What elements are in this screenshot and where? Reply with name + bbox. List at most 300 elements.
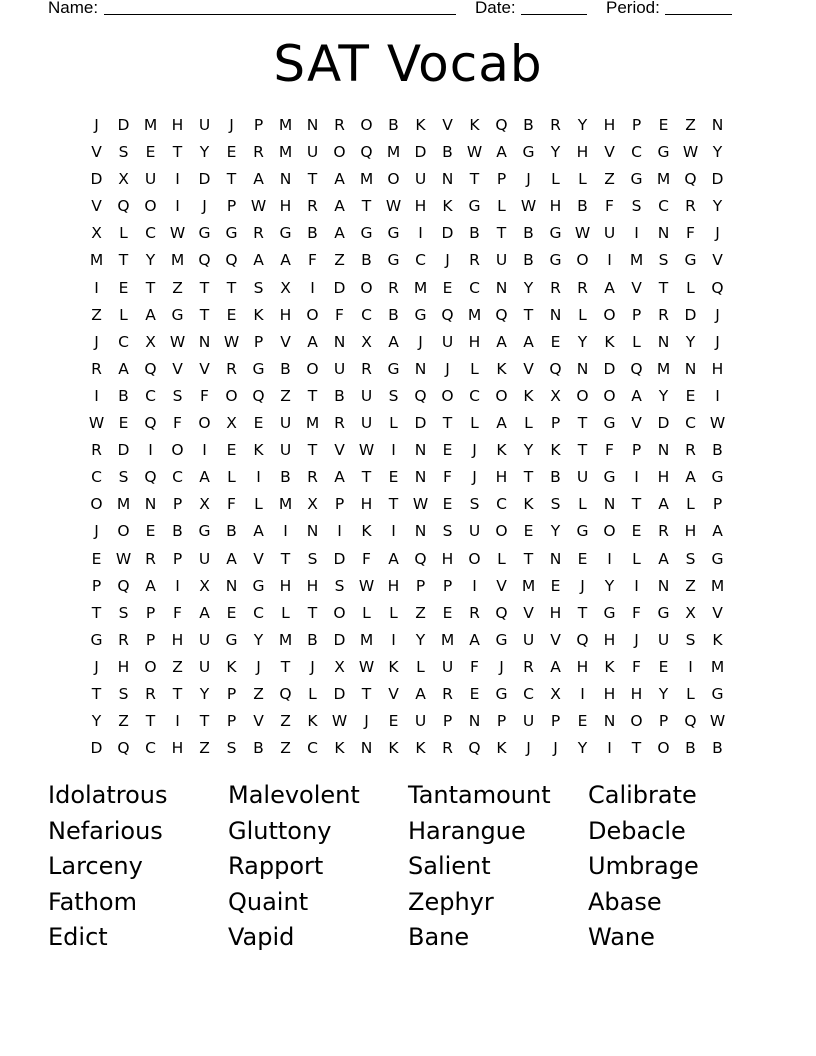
grid-letter[interactable]: J [715,332,720,351]
grid-letter[interactable]: J [364,712,369,731]
grid-letter[interactable]: G [279,224,292,243]
grid-letter[interactable]: Y [91,712,102,731]
grid-letter[interactable]: X [226,414,237,433]
grid-letter[interactable]: M [710,576,725,595]
grid-letter[interactable]: C [145,386,156,405]
grid-letter[interactable]: J [94,657,99,676]
grid-letter[interactable]: E [550,576,561,595]
grid-letter[interactable]: G [225,224,238,243]
grid-letter[interactable]: N [198,332,211,351]
grid-letter[interactable]: V [280,332,291,351]
grid-letter[interactable]: X [280,278,291,297]
grid-letter[interactable]: T [361,468,372,487]
grid-letter[interactable]: T [577,414,588,433]
grid-letter[interactable]: H [711,359,724,378]
grid-letter[interactable]: J [553,739,558,758]
grid-letter[interactable]: L [551,170,560,189]
grid-letter[interactable]: W [574,224,591,243]
grid-letter[interactable]: P [226,684,237,703]
grid-letter[interactable]: F [632,657,641,676]
grid-letter[interactable]: K [253,441,264,460]
grid-letter[interactable]: O [603,522,616,541]
grid-letter[interactable]: G [657,603,670,622]
grid-letter[interactable]: I [607,549,612,568]
grid-letter[interactable]: A [388,332,399,351]
grid-letter[interactable]: K [496,359,507,378]
grid-letter[interactable]: R [658,305,669,324]
grid-letter[interactable]: A [469,630,480,649]
grid-letter[interactable]: K [442,197,453,216]
grid-letter[interactable]: W [115,549,132,568]
grid-letter[interactable]: P [442,576,453,595]
grid-letter[interactable]: B [172,522,183,541]
grid-letter[interactable]: L [281,603,290,622]
grid-letter[interactable]: Z [415,603,426,622]
grid-letter[interactable]: A [199,603,210,622]
grid-letter[interactable]: Q [414,386,427,405]
grid-letter[interactable]: Q [144,414,157,433]
grid-letter[interactable]: Q [468,739,481,758]
grid-letter[interactable]: B [226,522,237,541]
grid-letter[interactable]: B [523,224,534,243]
grid-letter[interactable]: O [603,386,616,405]
grid-letter[interactable]: E [145,143,156,162]
grid-letter[interactable]: M [656,359,671,378]
grid-letter[interactable]: G [549,224,562,243]
grid-letter[interactable]: O [576,386,589,405]
grid-letter[interactable]: A [631,386,642,405]
grid-letter[interactable]: F [173,414,182,433]
grid-letter[interactable]: L [632,549,641,568]
grid-letter[interactable]: G [387,359,400,378]
grid-letter[interactable]: E [226,603,237,622]
grid-letter[interactable]: H [306,576,319,595]
grid-letter[interactable]: I [391,441,396,460]
grid-letter[interactable]: P [442,712,453,731]
grid-letter[interactable]: Y [685,332,696,351]
grid-letter[interactable]: D [414,143,427,162]
grid-letter[interactable]: R [226,359,237,378]
grid-letter[interactable]: X [550,684,561,703]
grid-letter[interactable]: G [711,468,724,487]
grid-letter[interactable]: L [416,657,425,676]
grid-letter[interactable]: Y [658,386,669,405]
grid-letter[interactable]: W [169,332,186,351]
grid-letter[interactable]: E [523,522,534,541]
grid-letter[interactable]: R [469,603,480,622]
grid-letter[interactable]: T [523,549,534,568]
grid-letter[interactable]: R [91,441,102,460]
grid-letter[interactable]: P [631,305,642,324]
grid-letter[interactable]: Y [199,684,210,703]
grid-letter[interactable]: C [118,332,129,351]
grid-letter[interactable]: Q [117,197,130,216]
grid-letter[interactable]: F [632,603,641,622]
grid-letter[interactable]: I [94,386,99,405]
grid-letter[interactable]: G [360,224,373,243]
grid-letter[interactable]: T [226,278,237,297]
grid-letter[interactable]: B [577,197,588,216]
grid-letter[interactable]: G [495,684,508,703]
grid-letter[interactable]: B [388,305,399,324]
grid-letter[interactable]: P [415,576,426,595]
grid-letter[interactable]: P [631,116,642,134]
grid-letter[interactable]: V [550,630,561,649]
grid-letter[interactable]: E [442,603,453,622]
grid-letter[interactable]: T [496,224,507,243]
grid-letter[interactable]: H [387,576,400,595]
grid-letter[interactable]: O [657,739,670,758]
grid-letter[interactable]: Z [280,386,291,405]
grid-letter[interactable]: A [658,495,669,514]
grid-letter[interactable]: A [145,305,156,324]
grid-letter[interactable]: E [685,386,696,405]
grid-letter[interactable]: N [414,359,427,378]
grid-letter[interactable]: T [307,441,318,460]
grid-letter[interactable]: B [280,359,291,378]
grid-letter[interactable]: M [143,116,158,134]
grid-letter[interactable]: S [631,197,642,216]
grid-letter[interactable]: W [682,143,699,162]
grid-letter[interactable]: E [388,468,399,487]
grid-letter[interactable]: K [253,305,264,324]
grid-letter[interactable]: S [118,143,129,162]
grid-letter[interactable]: T [307,603,318,622]
grid-letter[interactable]: Q [441,305,454,324]
grid-letter[interactable]: N [333,332,346,351]
grid-letter[interactable]: J [472,441,477,460]
grid-letter[interactable]: D [90,170,103,189]
grid-letter[interactable]: A [253,251,264,270]
grid-letter[interactable]: T [145,278,156,297]
grid-letter[interactable]: A [334,224,345,243]
grid-letter[interactable]: X [91,224,102,243]
grid-letter[interactable]: K [226,657,237,676]
grid-letter[interactable]: H [657,468,670,487]
grid-letter[interactable]: K [550,441,561,460]
grid-letter[interactable]: F [200,386,209,405]
grid-letter[interactable]: N [603,712,616,731]
grid-letter[interactable]: U [495,251,508,270]
grid-letter[interactable]: D [117,441,130,460]
grid-letter[interactable]: Q [711,278,724,297]
grid-letter[interactable]: B [253,739,264,758]
grid-letter[interactable]: B [523,116,534,134]
grid-letter[interactable]: O [441,386,454,405]
grid-letter[interactable]: N [144,495,157,514]
grid-letter[interactable]: M [359,630,374,649]
grid-letter[interactable]: I [94,278,99,297]
grid-letter[interactable]: H [630,684,643,703]
grid-letter[interactable]: H [549,603,562,622]
name-field-line[interactable] [104,14,456,15]
grid-letter[interactable]: I [175,712,180,731]
grid-letter[interactable]: L [578,170,587,189]
grid-letter[interactable]: M [413,278,428,297]
grid-letter[interactable]: E [226,305,237,324]
grid-letter[interactable]: P [253,332,264,351]
grid-letter[interactable]: M [278,495,293,514]
grid-letter[interactable]: T [145,712,156,731]
grid-letter[interactable]: T [631,495,642,514]
grid-letter[interactable]: Y [550,143,561,162]
grid-letter[interactable]: M [440,630,455,649]
grid-letter[interactable]: W [520,197,537,216]
grid-letter[interactable]: V [523,359,534,378]
grid-letter[interactable]: E [226,143,237,162]
grid-letter[interactable]: U [576,468,589,487]
grid-letter[interactable]: G [387,224,400,243]
grid-letter[interactable]: Z [118,712,129,731]
grid-letter[interactable]: W [250,197,267,216]
grid-letter[interactable]: H [279,197,292,216]
grid-letter[interactable]: S [307,549,318,568]
grid-letter[interactable]: Q [360,143,373,162]
grid-letter[interactable]: O [360,116,373,134]
grid-letter[interactable]: T [91,684,102,703]
grid-letter[interactable]: A [280,251,291,270]
grid-letter[interactable]: S [226,739,237,758]
grid-letter[interactable]: O [333,603,346,622]
grid-letter[interactable]: E [145,522,156,541]
grid-letter[interactable]: S [172,386,183,405]
grid-letter[interactable]: K [415,116,426,134]
grid-letter[interactable]: Z [685,576,696,595]
grid-letter[interactable]: H [279,305,292,324]
grid-letter[interactable]: W [412,495,429,514]
grid-letter[interactable]: J [229,116,234,134]
grid-letter[interactable]: K [415,739,426,758]
grid-letter[interactable]: V [253,712,264,731]
grid-letter[interactable]: X [199,576,210,595]
date-field-line[interactable] [521,14,587,15]
grid-letter[interactable]: I [418,224,423,243]
grid-letter[interactable]: T [280,657,291,676]
grid-letter[interactable]: M [467,305,482,324]
grid-letter[interactable]: W [709,414,726,433]
grid-letter[interactable]: I [634,468,639,487]
grid-letter[interactable]: M [386,143,401,162]
grid-letter[interactable]: L [389,603,398,622]
grid-letter[interactable]: X [307,495,318,514]
grid-letter[interactable]: K [469,116,480,134]
grid-letter[interactable]: R [307,197,318,216]
grid-letter[interactable]: S [118,468,129,487]
grid-letter[interactable]: Q [684,712,697,731]
grid-letter[interactable]: D [333,630,346,649]
grid-letter[interactable]: M [170,251,185,270]
grid-letter[interactable]: C [469,278,480,297]
grid-letter[interactable]: P [226,712,237,731]
grid-letter[interactable]: I [634,576,639,595]
grid-letter[interactable]: F [605,441,614,460]
grid-letter[interactable]: V [712,251,723,270]
grid-letter[interactable]: S [469,495,480,514]
grid-letter[interactable]: D [711,170,724,189]
grid-letter[interactable]: W [169,224,186,243]
grid-letter[interactable]: R [253,224,264,243]
grid-letter[interactable]: R [550,278,561,297]
grid-letter[interactable]: Y [577,332,588,351]
grid-letter[interactable]: H [171,630,184,649]
grid-letter[interactable]: G [225,630,238,649]
grid-letter[interactable]: A [253,522,264,541]
grid-letter[interactable]: M [305,414,320,433]
grid-letter[interactable]: D [333,549,346,568]
grid-letter[interactable]: N [576,359,589,378]
grid-letter[interactable]: J [499,657,504,676]
grid-letter[interactable]: B [307,224,318,243]
grid-letter[interactable]: G [603,468,616,487]
grid-letter[interactable]: A [334,468,345,487]
grid-letter[interactable]: U [198,630,211,649]
grid-letter[interactable]: Z [280,712,291,731]
grid-letter[interactable]: L [497,197,506,216]
grid-letter[interactable]: A [658,549,669,568]
grid-letter[interactable]: R [145,549,156,568]
grid-letter[interactable]: K [496,441,507,460]
grid-letter[interactable]: H [603,684,616,703]
grid-letter[interactable]: J [472,468,477,487]
grid-letter[interactable]: B [442,143,453,162]
grid-letter[interactable]: V [442,116,453,134]
grid-letter[interactable]: J [310,657,315,676]
grid-letter[interactable]: I [310,278,315,297]
grid-letter[interactable]: K [604,657,615,676]
grid-letter[interactable]: E [577,712,588,731]
grid-letter[interactable]: G [603,414,616,433]
grid-letter[interactable]: S [253,278,264,297]
grid-letter[interactable]: Y [658,684,669,703]
grid-letter[interactable]: C [631,143,642,162]
grid-letter[interactable]: T [199,305,210,324]
grid-letter[interactable]: Y [550,522,561,541]
grid-letter[interactable]: Z [91,305,102,324]
grid-letter[interactable]: F [308,251,317,270]
grid-letter[interactable]: I [607,251,612,270]
grid-letter[interactable]: G [630,170,643,189]
grid-letter[interactable]: F [470,657,479,676]
grid-letter[interactable]: B [118,386,129,405]
grid-letter[interactable]: L [119,305,128,324]
grid-letter[interactable]: I [148,441,153,460]
grid-letter[interactable]: I [391,522,396,541]
grid-letter[interactable]: U [522,712,535,731]
grid-letter[interactable]: O [603,305,616,324]
grid-letter[interactable]: A [334,197,345,216]
grid-letter[interactable]: V [631,278,642,297]
grid-letter[interactable]: R [685,197,696,216]
grid-letter[interactable]: A [145,576,156,595]
grid-letter[interactable]: J [94,522,99,541]
grid-letter[interactable]: L [524,414,533,433]
grid-letter[interactable]: N [657,576,670,595]
grid-letter[interactable]: L [119,224,128,243]
grid-letter[interactable]: E [226,441,237,460]
grid-letter[interactable]: J [445,251,450,270]
grid-letter[interactable]: X [145,332,156,351]
grid-letter[interactable]: I [256,468,261,487]
grid-letter[interactable]: O [90,495,103,514]
grid-letter[interactable]: B [361,251,372,270]
grid-letter[interactable]: P [658,712,669,731]
grid-letter[interactable]: D [117,116,130,134]
grid-letter[interactable]: N [549,549,562,568]
grid-letter[interactable]: M [710,657,725,676]
grid-letter[interactable]: J [202,197,207,216]
grid-letter[interactable]: Q [117,576,130,595]
grid-letter[interactable]: A [604,278,615,297]
grid-letter[interactable]: J [94,116,99,134]
grid-letter[interactable]: G [252,359,265,378]
grid-letter[interactable]: V [172,359,183,378]
grid-letter[interactable]: O [171,441,184,460]
grid-letter[interactable]: L [497,549,506,568]
grid-letter[interactable]: T [172,684,183,703]
grid-letter[interactable]: N [414,522,427,541]
grid-letter[interactable]: H [171,739,184,758]
grid-letter[interactable]: T [523,468,534,487]
grid-letter[interactable]: N [360,739,373,758]
grid-letter[interactable]: G [90,630,103,649]
grid-letter[interactable]: J [715,224,720,243]
grid-letter[interactable]: V [712,603,723,622]
grid-letter[interactable]: R [334,116,345,134]
grid-letter[interactable]: K [361,522,372,541]
grid-letter[interactable]: T [577,603,588,622]
grid-letter[interactable]: V [91,143,102,162]
grid-letter[interactable]: M [278,116,293,134]
grid-letter[interactable]: W [358,441,375,460]
grid-letter[interactable]: P [91,576,102,595]
grid-letter[interactable]: D [603,359,616,378]
grid-letter[interactable]: F [173,603,182,622]
grid-letter[interactable]: X [199,495,210,514]
grid-letter[interactable]: O [468,549,481,568]
grid-letter[interactable]: W [223,332,240,351]
grid-letter[interactable]: R [307,468,318,487]
grid-letter[interactable]: E [442,278,453,297]
grid-letter[interactable]: P [334,495,345,514]
grid-letter[interactable]: W [358,576,375,595]
grid-letter[interactable]: O [495,522,508,541]
grid-letter[interactable]: N [549,305,562,324]
grid-letter[interactable]: U [468,522,481,541]
grid-letter[interactable]: U [360,386,373,405]
grid-letter[interactable]: A [496,332,507,351]
grid-letter[interactable]: U [414,712,427,731]
grid-letter[interactable]: T [469,170,480,189]
grid-letter[interactable]: Z [334,251,345,270]
grid-letter[interactable]: I [688,657,693,676]
grid-letter[interactable]: L [470,414,479,433]
grid-letter[interactable]: P [253,116,264,134]
grid-letter[interactable]: V [334,441,345,460]
grid-letter[interactable]: I [715,386,720,405]
grid-letter[interactable]: M [89,251,104,270]
grid-letter[interactable]: A [496,414,507,433]
grid-letter[interactable]: J [526,170,531,189]
grid-letter[interactable]: W [331,712,348,731]
grid-letter[interactable]: G [711,684,724,703]
grid-letter[interactable]: O [630,712,643,731]
grid-letter[interactable]: Q [225,251,238,270]
grid-letter[interactable]: N [225,576,238,595]
grid-letter[interactable]: S [118,603,129,622]
grid-letter[interactable]: O [360,278,373,297]
grid-letter[interactable]: A [199,468,210,487]
grid-letter[interactable]: E [442,495,453,514]
